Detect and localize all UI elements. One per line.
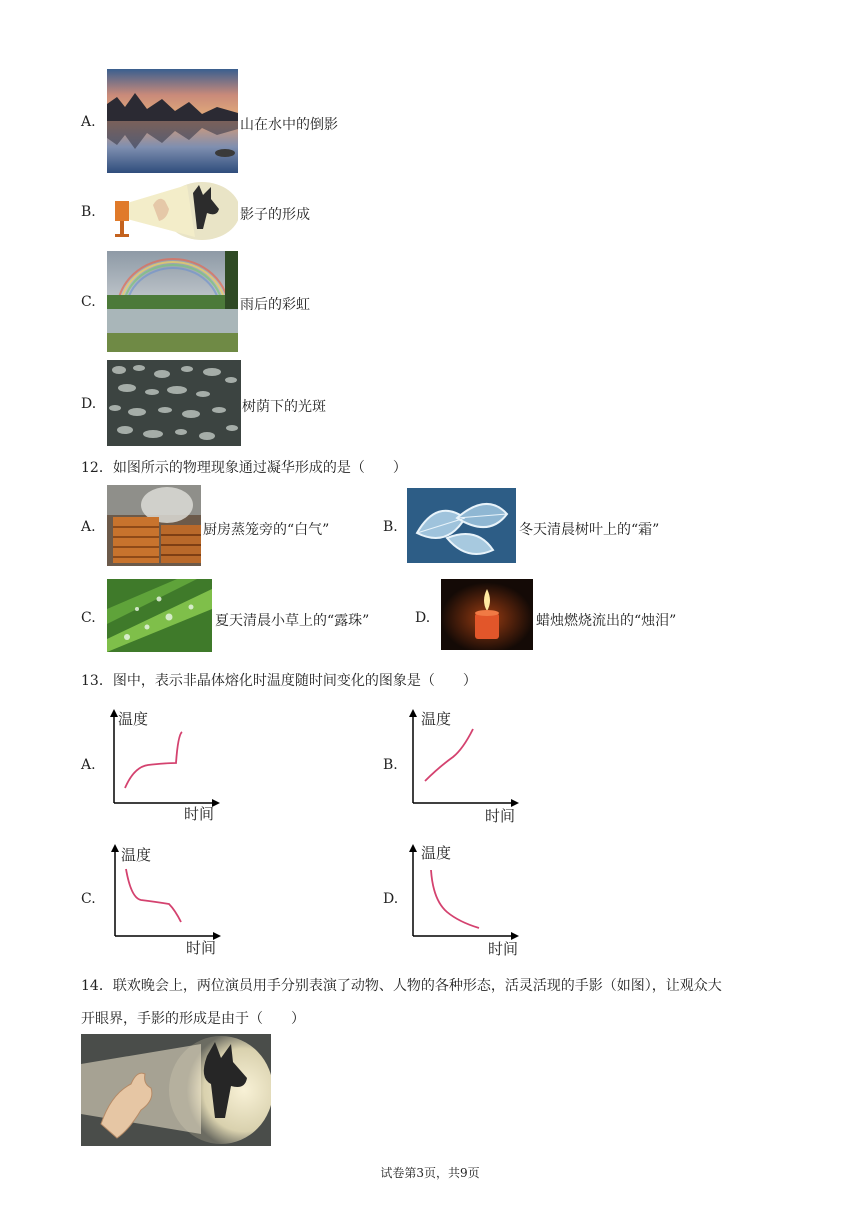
q14-stem-line-1: 14．联欢晚会上，两位演员用手分别表演了动物、人物的各种形态，活灵活现的手影（如图），让观众大 (81, 978, 722, 994)
option-caption: 树荫下的光斑 (242, 399, 326, 415)
rainbow-photo (107, 251, 238, 352)
option-letter: B. (383, 519, 398, 535)
option-caption: 影子的形成 (240, 207, 310, 223)
y-axis-label: 温度 (421, 710, 452, 728)
y-axis-label: 温度 (118, 710, 149, 728)
option-letter: C. (81, 610, 96, 626)
q14-stem-line-2: 开眼界，手影的形成是由于（ ） (81, 1011, 305, 1027)
page-footer: 试卷第3页，共9页 (380, 1166, 480, 1180)
curve (431, 870, 479, 928)
curve (425, 729, 473, 781)
y-axis-label: 温度 (121, 846, 152, 864)
frost-leaf-photo (407, 488, 516, 563)
option-letter: D. (81, 396, 97, 412)
hand-shadow-performance-illustration (81, 1034, 271, 1146)
option-letter: D. (415, 610, 431, 626)
mountain-reflection-photo (107, 69, 238, 173)
y-axis-label: 温度 (421, 844, 452, 862)
option-letter: B. (81, 204, 96, 220)
x-axis-label: 时间 (186, 939, 217, 957)
option-letter: B. (383, 757, 398, 773)
option-letter: C. (81, 891, 96, 907)
x-axis-label: 时间 (485, 807, 516, 825)
dew-grass-photo (107, 579, 212, 652)
option-caption: 山在水中的倒影 (240, 117, 338, 133)
option-letter: D. (383, 891, 399, 907)
x-axis-label: 时间 (184, 805, 215, 823)
curve (125, 732, 182, 788)
hand-shadow-illustration (107, 181, 238, 242)
option-letter: A. (81, 114, 96, 130)
option-caption: 蜡烛燃烧流出的“烛泪” (536, 613, 677, 629)
option-letter: A. (81, 757, 96, 773)
option-caption: 厨房蒸笼旁的“白气” (203, 522, 330, 538)
option-letter: A. (81, 519, 96, 535)
steamer-photo (107, 485, 201, 566)
option-letter: C. (81, 294, 96, 310)
x-axis-label: 时间 (488, 940, 519, 958)
option-caption: 冬天清晨树叶上的“霜” (519, 522, 660, 538)
option-caption: 夏天清晨小草上的“露珠” (215, 613, 370, 629)
q12-stem: 12．如图所示的物理现象通过凝华形成的是（ ） (81, 460, 407, 476)
candle-photo (441, 579, 533, 650)
option-caption: 雨后的彩虹 (240, 297, 310, 313)
tree-shade-light-spots-photo (107, 360, 241, 446)
curve (126, 869, 181, 922)
q13-stem: 13．图中，表示非晶体熔化时温度随时间变化的图象是（ ） (81, 673, 477, 689)
